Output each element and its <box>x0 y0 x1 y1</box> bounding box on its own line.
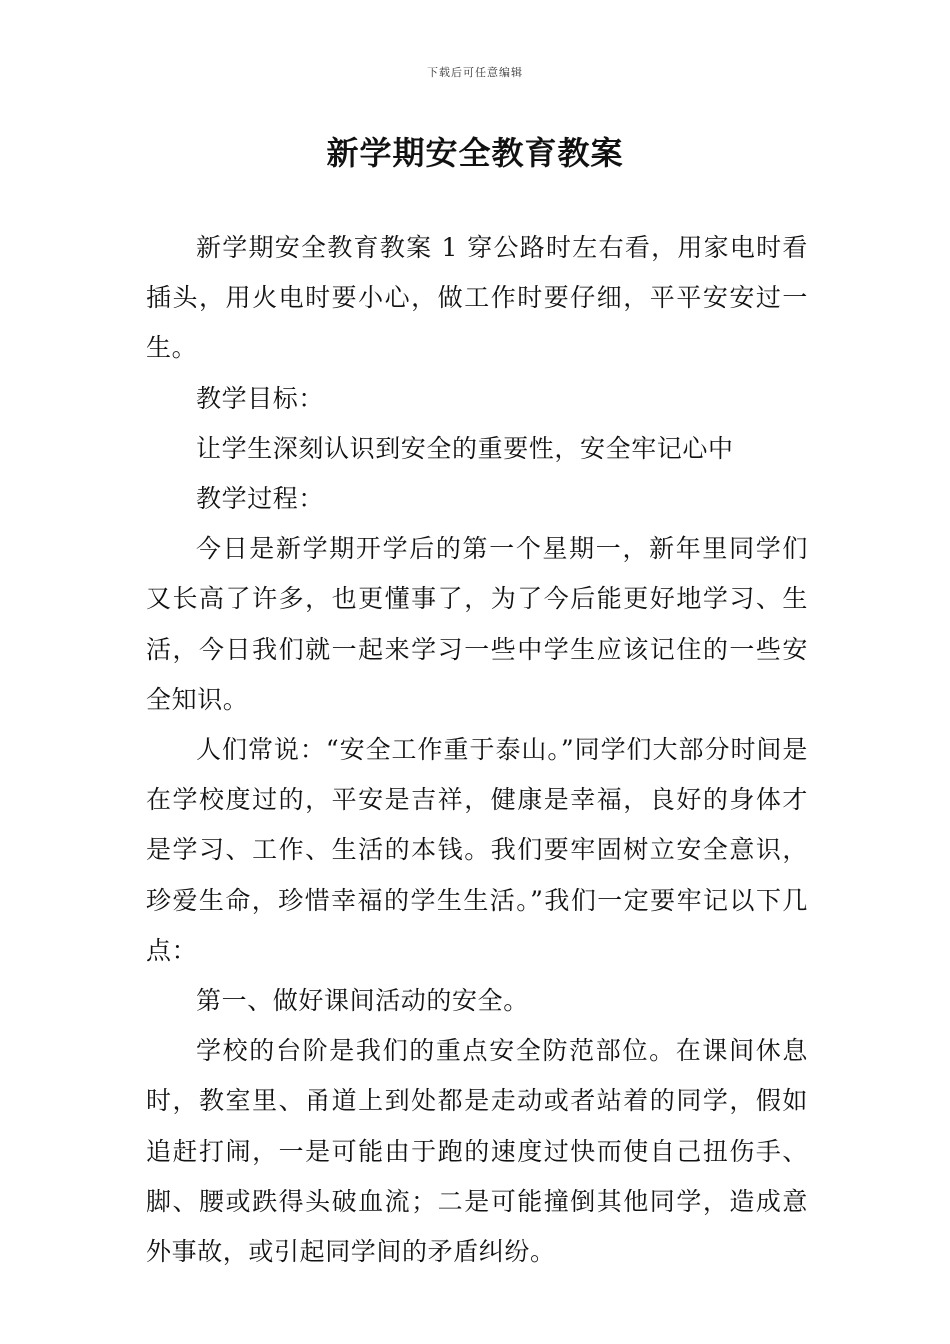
paragraph-goal: 让学生深刻认识到安全的重要性，安全牢记心中 <box>196 433 734 463</box>
paragraph-process-heading: 教学过程： <box>196 484 325 514</box>
paragraph-opening: 今日是新学期开学后的第一个星期一，新年里同学们又长高了许多，也更懂事了，为了今后能更好地学习、生活，今日我们就一起来学习一些中学生应该记住的一些安全知识。 <box>146 534 808 714</box>
paragraph-saying: 人们常说：“安全工作重于泰山。”同学们大部分时间是在学校度过的，平安是吉祥，健康是幸福，良好的身体才是学习、工作、生活的本钱。我们要牢固树立安全意识，珍爱生命，珍惜幸福的学生生活。”我们一定要牢记以下几点： <box>146 735 808 965</box>
paragraph-stairs: 学校的台阶是我们的重点安全防范部位。在课间休息时，教室里、甬道上到处都是走动或者站着的同学，假如追赶打闹，一是可能由于跑的速度过快而使自己扭伤手、脚、腰或跌得头破血流；二是可能撞倒其他同学，造成意外事故，或引起同学间的矛盾纠纷。 <box>146 1036 808 1267</box>
header-note: 下载后可任意编辑 <box>427 66 523 79</box>
paragraph-point-one: 第一、做好课间活动的安全。 <box>196 986 529 1016</box>
document-body <box>146 223 808 1277</box>
paragraph-intro: 新学期安全教育教案 1 穿公路时左右看，用家电时看插头，用火电时要小心，做工作时要仔细，平平安安过一生。 <box>146 233 808 363</box>
document-title: 新学期安全教育教案 <box>326 134 624 172</box>
paragraph-goal-heading: 教学目标： <box>196 383 325 413</box>
